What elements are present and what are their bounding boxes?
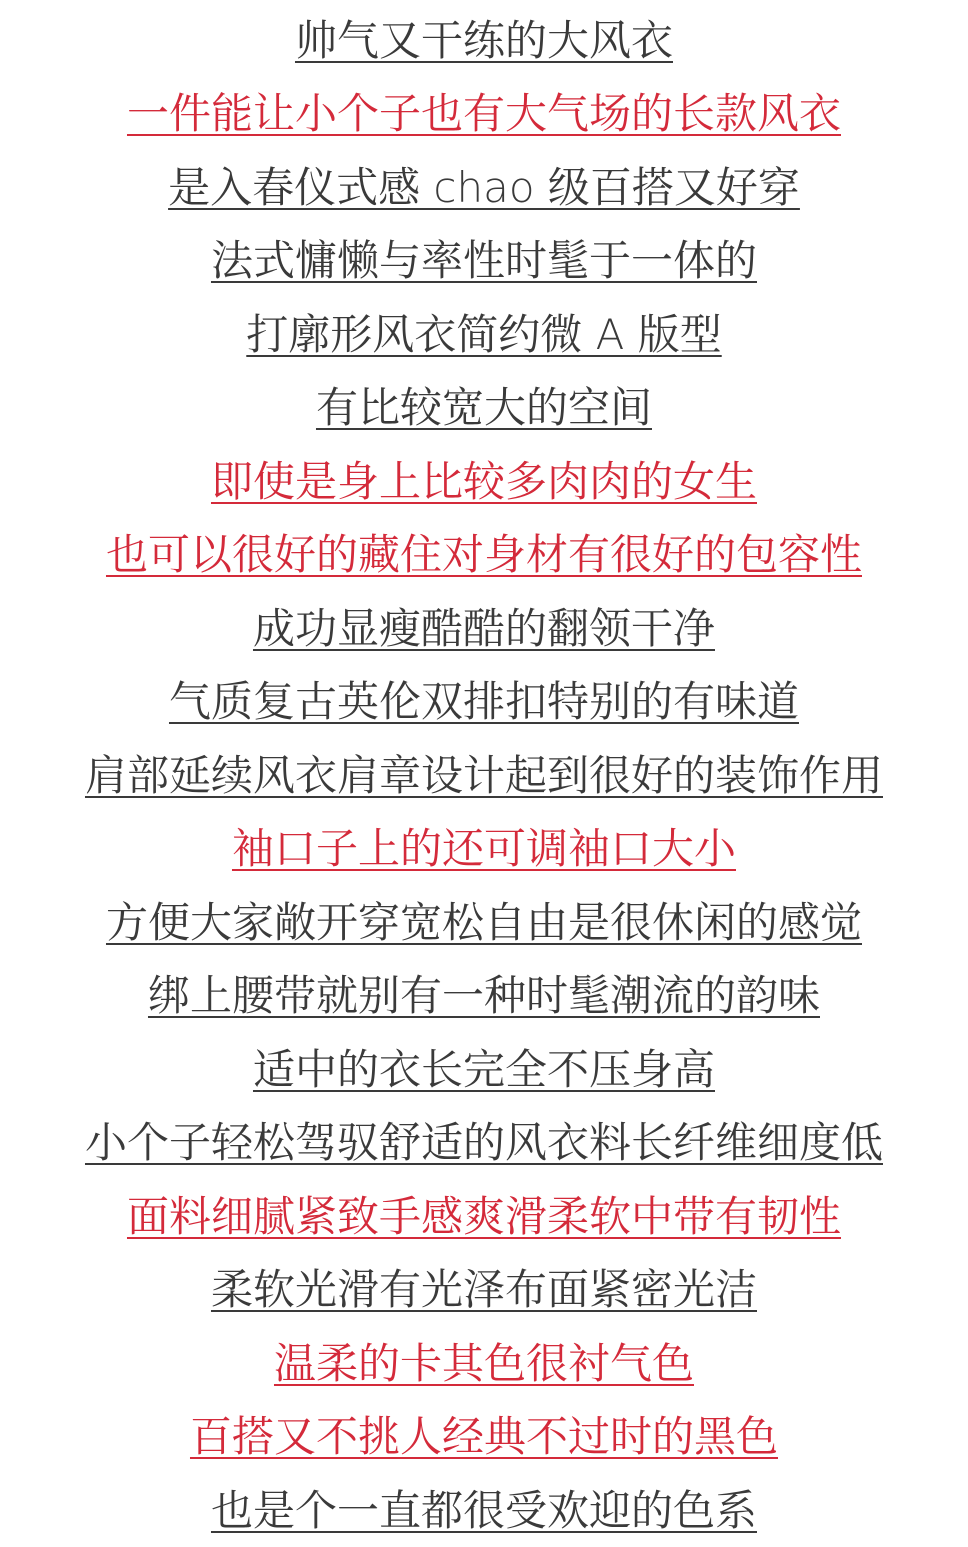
text-line — [0, 4, 968, 77]
text-line — [0, 666, 968, 739]
text-line — [0, 1107, 968, 1180]
text-line-content: 袖口子上的还可调袖口大小 — [231, 824, 736, 873]
text-line — [0, 78, 968, 151]
text-line-content: 小个子轻松驾驭舒适的风衣料长纤维细度低 — [84, 1118, 883, 1167]
text-line — [0, 151, 968, 224]
text-line-content: 法式慵懒与率性时髦于一体的 — [210, 236, 757, 285]
text-line-content: 是入春仪式感 chao 级百搭又好穿 — [168, 162, 800, 212]
text-line — [0, 960, 968, 1033]
text-line-content: 即使是身上比较多肉肉的女生 — [210, 456, 757, 506]
text-line-content: 温柔的卡其色很衬气色 — [273, 1338, 694, 1388]
text-line — [0, 739, 968, 812]
text-line — [0, 1180, 968, 1253]
text-line-content: 一件能让小个子也有大气场的长款风衣 — [126, 89, 841, 138]
text-line-content: 肩部延续风衣肩章设计起到很好的装饰作用 — [84, 750, 883, 800]
text-line — [0, 519, 968, 592]
text-line — [0, 1254, 968, 1327]
text-line — [0, 1401, 968, 1474]
text-line-content: 方便大家敞开穿宽松自由是很休闲的感觉 — [105, 897, 862, 947]
text-line — [0, 886, 968, 959]
text-line — [0, 592, 968, 665]
text-line — [0, 813, 968, 886]
text-line-content: 也是个一直都很受欢迎的色系 — [210, 1485, 757, 1535]
text-line — [0, 1327, 968, 1400]
text-line-content: 面料细腻紧致手感爽滑柔软中带有韧性 — [126, 1191, 841, 1241]
text-line-content: 成功显瘦酷酷的翻领干净 — [252, 603, 715, 653]
text-line — [0, 1033, 968, 1106]
text-line-content: 柔软光滑有光泽布面紧密光洁 — [210, 1265, 757, 1314]
text-line-content: 绑上腰带就别有一种时髦潮流的韵味 — [147, 971, 820, 1020]
text-line-content: 气质复古英伦双排扣特别的有味道 — [168, 677, 799, 726]
text-line-content: 帅气又干练的大风衣 — [294, 15, 673, 65]
text-line — [0, 372, 968, 445]
text-line-content: 百搭又不挑人经典不过时的黑色 — [189, 1412, 778, 1461]
text-line-content: 有比较宽大的空间 — [315, 383, 652, 432]
text-line-content: 适中的衣长完全不压身高 — [252, 1044, 715, 1094]
text-line — [0, 445, 968, 518]
text-line — [0, 1474, 968, 1547]
text-line — [0, 298, 968, 371]
text-line-content: 也可以很好的藏住对身材有很好的包容性 — [105, 530, 862, 579]
text-line-content: 打廓形风衣简约微 A 版型 — [246, 309, 722, 359]
text-line — [0, 225, 968, 298]
